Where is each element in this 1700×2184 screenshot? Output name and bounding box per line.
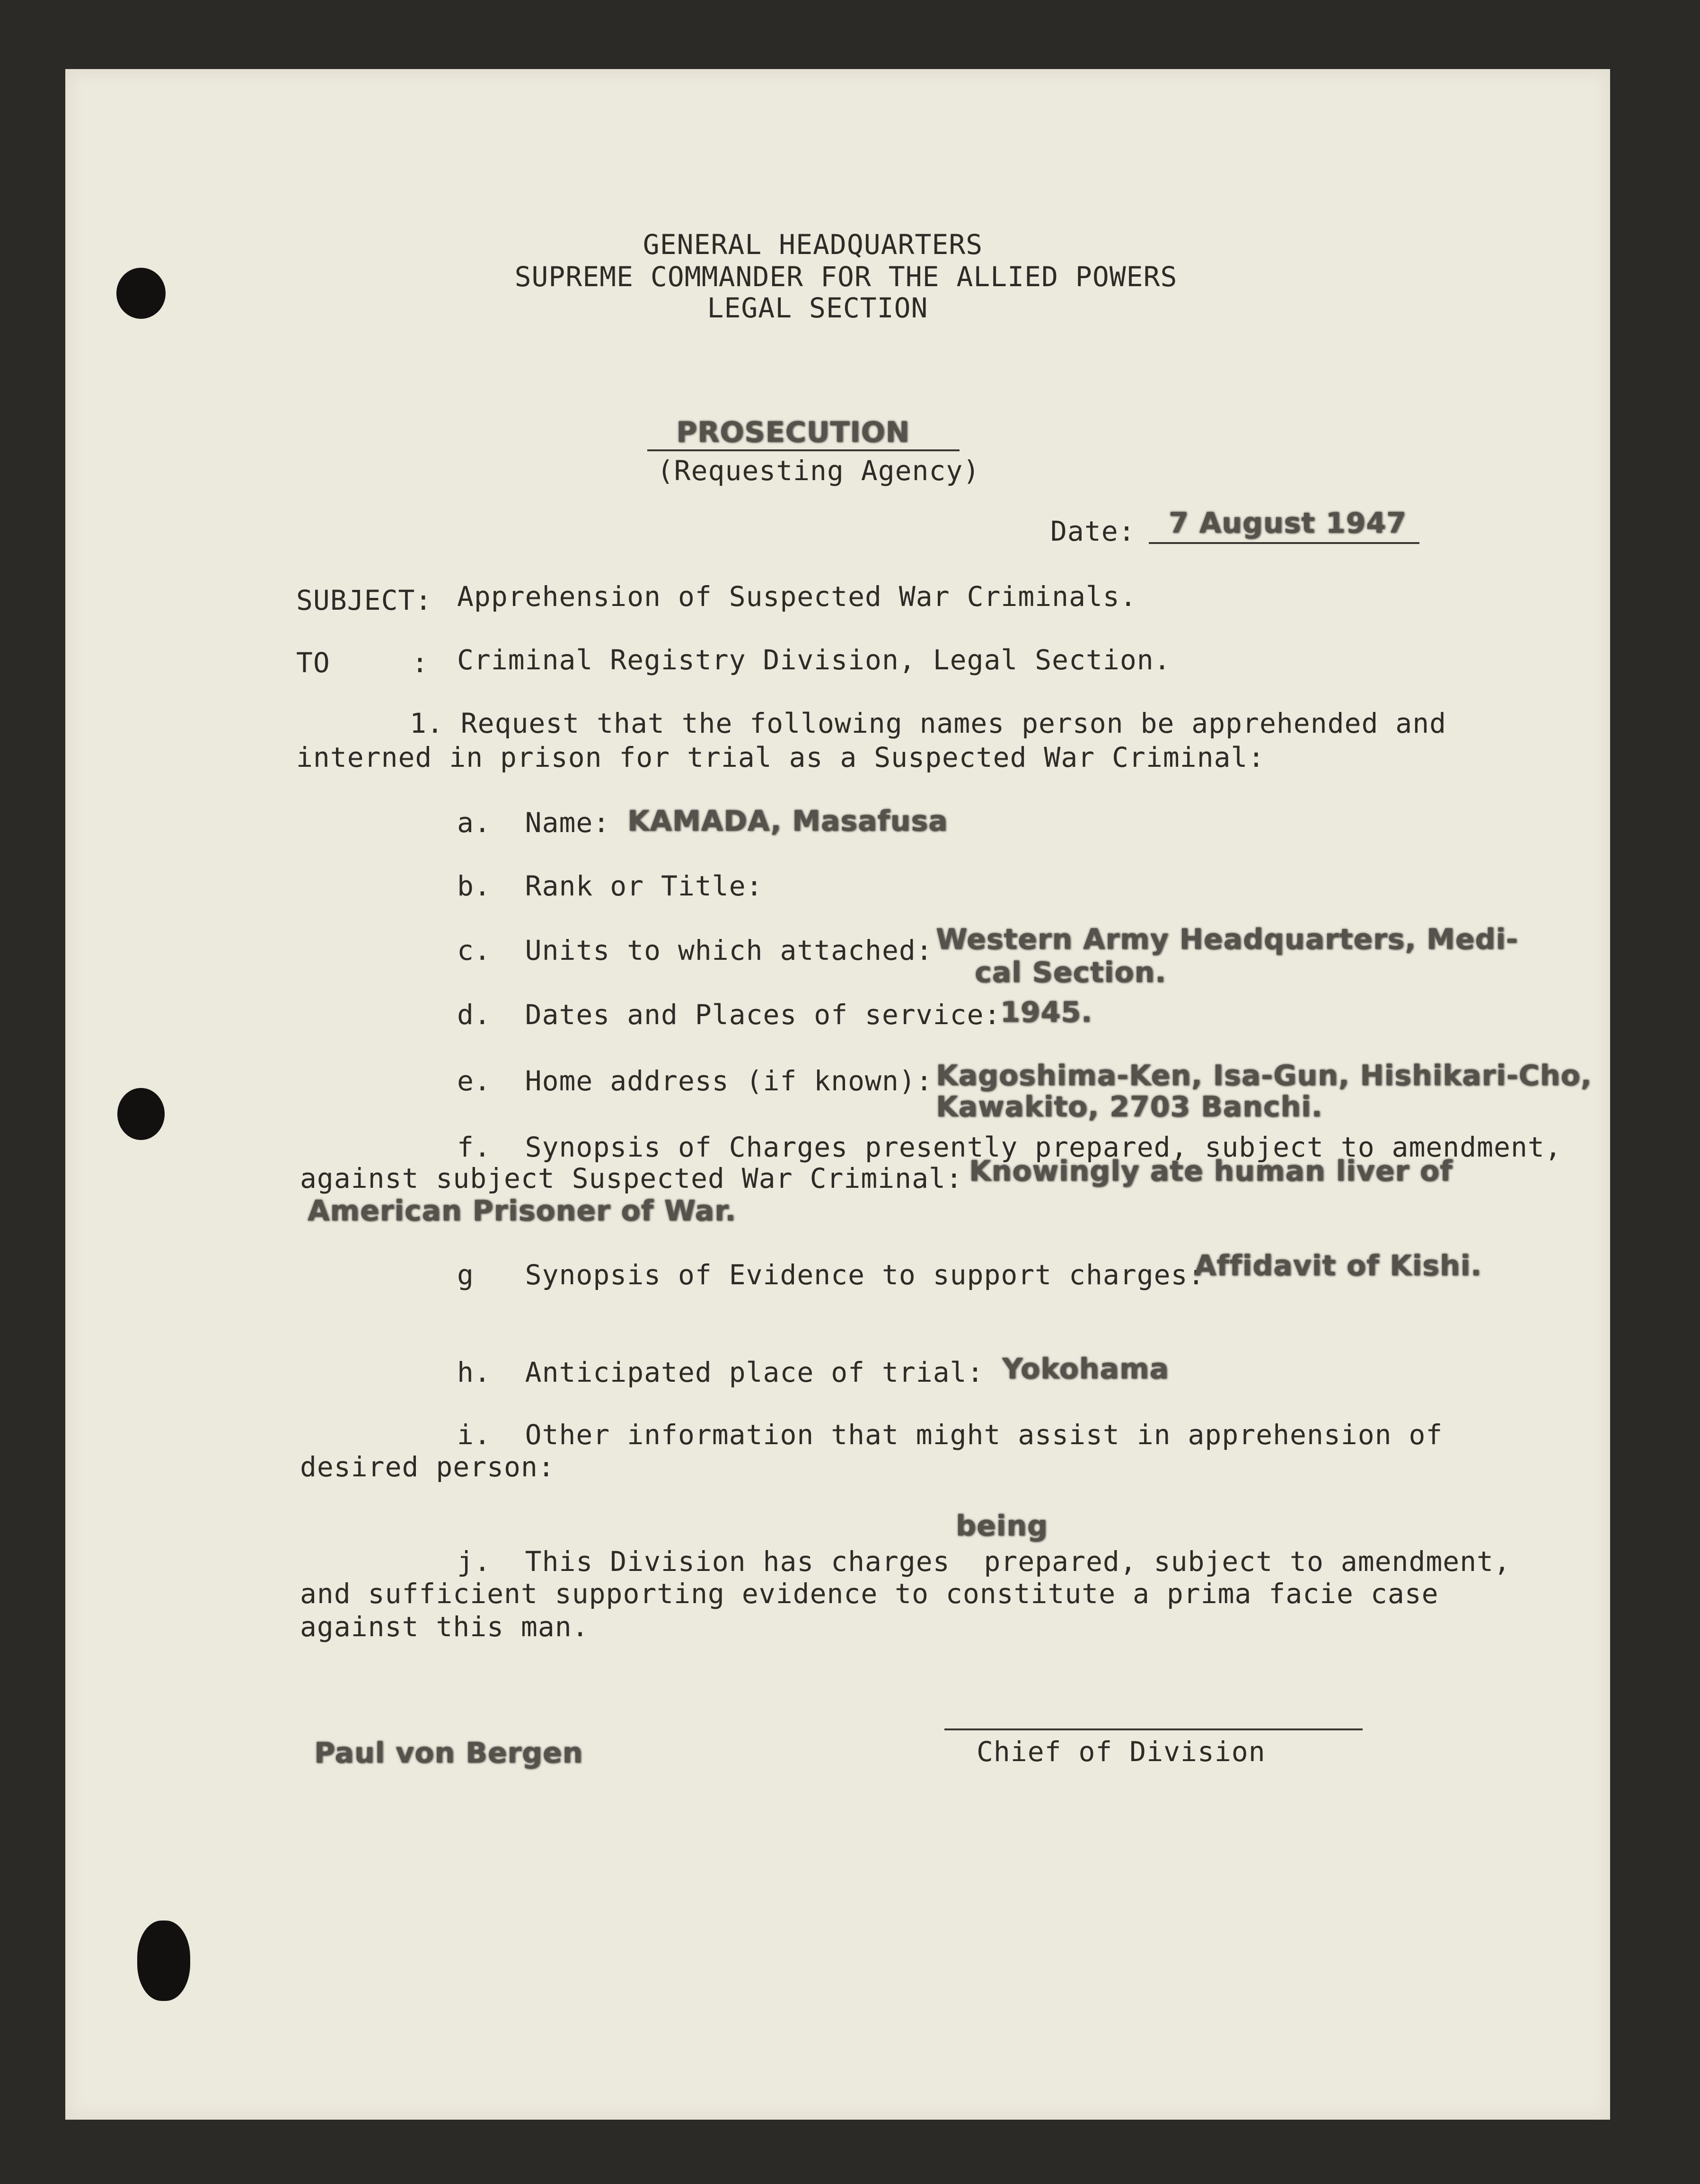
item-c-value-line-1: Western Army Headquarters, Medi- (936, 923, 1518, 956)
item-e-label: e. Home address (if known): (457, 1065, 933, 1097)
to-label: TO (296, 647, 330, 679)
punch-hole-middle (117, 1088, 165, 1140)
item-g-value: Affidavit of Kishi. (1194, 1249, 1482, 1282)
item-h-value: Yokohama (1002, 1352, 1169, 1386)
header-line-3: LEGAL SECTION (707, 292, 928, 324)
subject-value: Apprehension of Suspected War Criminals. (457, 580, 1137, 613)
item-f-value-line-2: American Prisoner of War. (308, 1194, 736, 1228)
requesting-agency-label: (Requesting Agency) (657, 455, 980, 487)
to-colon: : (412, 647, 429, 679)
paragraph-1-line-2: interned in prison for trial as a Suspected War Criminal: (296, 741, 1265, 773)
agency-underline (647, 449, 960, 451)
item-j-line-1: j. This Division has charges prepared, subject to amendment, (457, 1545, 1511, 1578)
item-c-label: c. Units to which attached: (457, 934, 933, 966)
item-g-label: g Synopsis of Evidence to support charges: (457, 1259, 1205, 1291)
item-c-value-line-2: cal Section. (975, 956, 1166, 989)
item-j-handwritten-insert: being (956, 1509, 1048, 1543)
subject-label: SUBJECT: (296, 584, 432, 616)
item-f-line-1: f. Synopsis of Charges presently prepared, subject to amendment, (457, 1131, 1562, 1163)
item-f-value-line-1: Knowingly ate human liver of (969, 1155, 1453, 1188)
item-e-value-line-1: Kagoshima-Ken, Isa-Gun, Hishikari-Cho, (936, 1059, 1592, 1092)
date-value: 7 August 1947 (1169, 507, 1407, 540)
item-e-value-line-2: Kawakito, 2703 Banchi. (936, 1090, 1323, 1123)
punch-hole-top (116, 268, 166, 319)
item-d-label: d. Dates and Places of service: (457, 999, 1001, 1031)
item-a-label: a. Name: (457, 807, 610, 839)
item-b-label: b. Rank or Title: (457, 870, 763, 902)
item-a-value: KAMADA, Masafusa (627, 805, 948, 838)
date-label: Date: (1050, 515, 1136, 547)
item-f-line-2: against subject Suspected War Criminal: (300, 1162, 963, 1194)
date-underline (1149, 542, 1419, 544)
item-i-line-2: desired person: (300, 1451, 555, 1483)
punch-hole-bottom (137, 1921, 190, 2001)
item-j-line-3: against this man. (300, 1611, 589, 1643)
header-line-1: GENERAL HEADQUARTERS (643, 228, 983, 261)
paragraph-1-line-1: 1. Request that the following names person be apprehended and (410, 707, 1447, 739)
item-d-value: 1945. (1000, 996, 1092, 1029)
signature-line (944, 1728, 1363, 1730)
signatory-title: Chief of Division (977, 1736, 1266, 1768)
signatory-name: Paul von Bergen (314, 1737, 583, 1770)
requesting-agency-value: PROSECUTION (676, 416, 910, 449)
item-j-line-2: and sufficient supporting evidence to constitute a prima facie case (300, 1578, 1439, 1610)
to-value: Criminal Registry Division, Legal Section. (457, 644, 1171, 676)
item-h-label: h. Anticipated place of trial: (457, 1356, 984, 1388)
item-i-line-1: i. Other information that might assist in apprehension of (457, 1419, 1443, 1451)
header-line-2: SUPREME COMMANDER FOR THE ALLIED POWERS (514, 261, 1178, 293)
